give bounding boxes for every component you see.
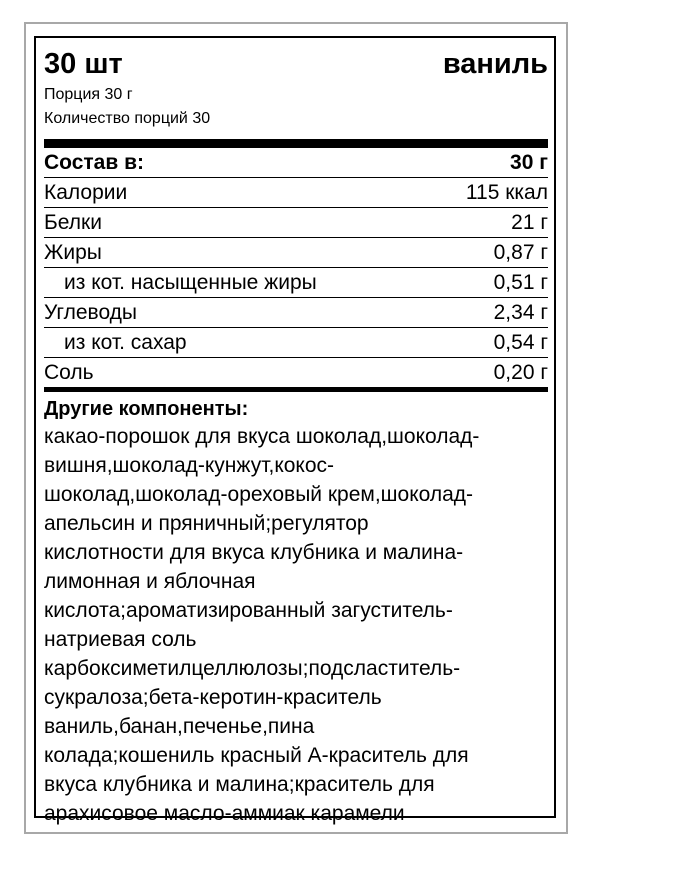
nutrient-row [44,358,548,387]
composition-header-row [44,148,548,178]
servings-count: Количество порций 30 [44,110,211,127]
nutrient-label: Жиры [44,240,102,264]
ingredient-line: сукралоза;бета-керотин-краситель [44,686,382,709]
thick-divider [44,139,548,148]
composition-amount: 30 г [510,150,548,174]
nutrient-row [44,328,548,358]
nutrient-label: Белки [44,210,102,234]
ingredient-line: арахисовое масло-аммиак карамели [44,802,405,825]
nutrition-label [44,45,548,828]
serving-size: Порция 30 г [44,86,133,103]
composition-title: Состав в: [44,150,145,174]
nutrient-label: из кот. насыщенные жиры [64,270,317,294]
nutrient-value: 2,34 г [493,300,548,324]
nutrient-label: Калории [44,180,128,204]
ingredient-line: колада;кошениль красный А-краситель для [44,744,469,767]
nutrient-value: 0,20 г [493,360,548,384]
ingredient-line: вкуса клубника и малина;краситель для [44,773,435,796]
ingredient-line: кислота;ароматизированный загуститель- [44,599,453,622]
ingredient-line: карбоксиметилцеллюлозы;подсластитель- [44,657,461,680]
label-header [44,45,548,83]
ingredient-line: какао-порошок для вкуса шоколад,шоколад- [44,425,480,448]
nutrient-value: 115 ккал [465,180,548,204]
ingredient-line: кислотности для вкуса клубника и малина- [44,541,464,564]
nutrient-table [44,178,548,387]
nutrient-row [44,268,548,298]
nutrient-value: 0,51 г [493,270,548,294]
ingredient-line: ваниль,банан,печенье,пина [44,715,315,738]
ingredient-line: вишня,шоколад-кунжут,кокос- [44,454,335,477]
heavy-divider [44,387,548,392]
nutrient-row [44,298,548,328]
ingredient-line: лимонная и яблочная [44,570,256,593]
package-count: 30 шт [44,48,123,80]
nutrient-row [44,208,548,238]
nutrient-value: 0,54 г [493,330,548,354]
ingredient-line: натриевая соль [44,628,197,651]
other-components-title: Другие компоненты: [44,398,249,420]
ingredient-line: апельсин и пряничный;регулятор [44,512,369,535]
flavor-name: ваниль [442,48,548,80]
nutrient-label: Углеводы [44,300,138,324]
nutrient-label: из кот. сахар [64,330,187,354]
nutrient-row [44,238,548,268]
other-components-text [44,422,548,828]
nutrient-label: Соль [44,360,94,384]
nutrient-value: 0,87 г [493,240,548,264]
ingredient-line: шоколад,шоколад-ореховый крем,шоколад- [44,483,474,506]
nutrient-row [44,178,548,208]
nutrient-value: 21 г [511,210,548,234]
